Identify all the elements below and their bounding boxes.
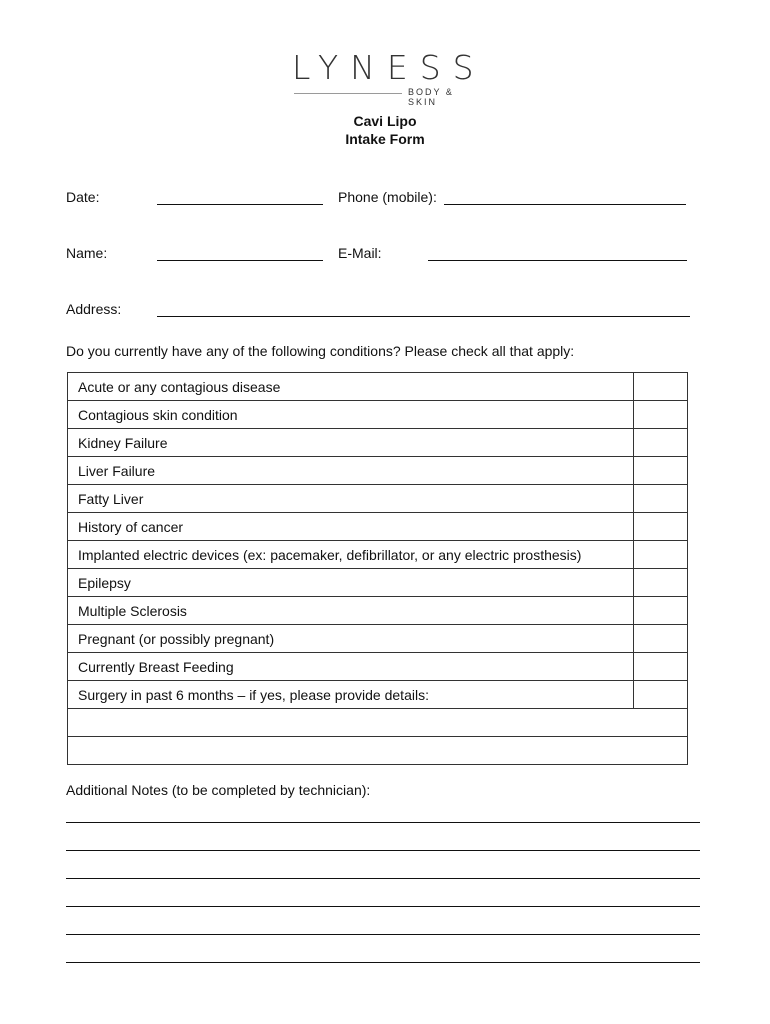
condition-label: Fatty Liver xyxy=(68,485,634,513)
logo-wordmark: LYNESS xyxy=(292,48,486,87)
condition-checkbox[interactable] xyxy=(634,373,688,401)
condition-row xyxy=(68,569,688,597)
form-title-line2: Intake Form xyxy=(345,131,425,147)
condition-row xyxy=(68,485,688,513)
condition-row xyxy=(68,625,688,653)
condition-row xyxy=(68,597,688,625)
date-field[interactable] xyxy=(157,204,323,205)
note-line[interactable] xyxy=(66,822,700,823)
condition-row xyxy=(68,513,688,541)
condition-row xyxy=(68,653,688,681)
condition-checkbox[interactable] xyxy=(634,681,688,709)
condition-label: Pregnant (or possibly pregnant) xyxy=(68,625,634,653)
address-field[interactable] xyxy=(157,316,690,317)
lyness-logo xyxy=(290,48,486,107)
conditions-table xyxy=(67,372,688,765)
form-title-line1: Cavi Lipo xyxy=(353,113,417,129)
logo-rule xyxy=(294,93,402,94)
condition-row xyxy=(68,457,688,485)
condition-checkbox[interactable] xyxy=(634,485,688,513)
condition-label: Epilepsy xyxy=(68,569,634,597)
logo-subtitle: BODY & SKIN xyxy=(408,87,454,107)
condition-checkbox[interactable] xyxy=(634,569,688,597)
phone-field[interactable] xyxy=(444,204,686,205)
condition-label: Liver Failure xyxy=(68,457,634,485)
email-field[interactable] xyxy=(428,260,687,261)
note-line[interactable] xyxy=(66,906,700,907)
condition-checkbox[interactable] xyxy=(634,625,688,653)
note-line[interactable] xyxy=(66,878,700,879)
surgery-details-row xyxy=(68,737,688,765)
condition-label: Currently Breast Feeding xyxy=(68,653,634,681)
condition-label: Implanted electric devices (ex: pacemaker, defibrillator, or any electric prosthesis) xyxy=(68,541,634,569)
address-label: Address: xyxy=(66,301,122,317)
condition-row xyxy=(68,373,688,401)
date-label: Date: xyxy=(66,189,100,205)
note-line[interactable] xyxy=(66,934,700,935)
condition-label: Contagious skin condition xyxy=(68,401,634,429)
surgery-details-field[interactable] xyxy=(68,709,688,737)
condition-label: Surgery in past 6 months – if yes, please provide details: xyxy=(68,681,634,709)
condition-label: Multiple Sclerosis xyxy=(68,597,634,625)
email-label: E-Mail: xyxy=(338,245,382,261)
condition-row xyxy=(68,681,688,709)
note-line[interactable] xyxy=(66,850,700,851)
condition-checkbox[interactable] xyxy=(634,457,688,485)
condition-label: Kidney Failure xyxy=(68,429,634,457)
condition-checkbox[interactable] xyxy=(634,429,688,457)
condition-checkbox[interactable] xyxy=(634,401,688,429)
conditions-prompt: Do you currently have any of the following conditions? Please check all that apply: xyxy=(66,343,575,359)
condition-row xyxy=(68,401,688,429)
surgery-details-field[interactable] xyxy=(68,737,688,765)
condition-checkbox[interactable] xyxy=(634,597,688,625)
phone-label: Phone (mobile): xyxy=(338,189,437,205)
surgery-details-row xyxy=(68,709,688,737)
condition-label: Acute or any contagious disease xyxy=(68,373,634,401)
condition-row xyxy=(68,429,688,457)
condition-row xyxy=(68,541,688,569)
condition-checkbox[interactable] xyxy=(634,541,688,569)
additional-notes-label: Additional Notes (to be completed by technician): xyxy=(66,782,371,798)
name-label: Name: xyxy=(66,245,108,261)
name-field[interactable] xyxy=(157,260,323,261)
condition-checkbox[interactable] xyxy=(634,653,688,681)
condition-label: History of cancer xyxy=(68,513,634,541)
condition-checkbox[interactable] xyxy=(634,513,688,541)
note-line[interactable] xyxy=(66,962,700,963)
